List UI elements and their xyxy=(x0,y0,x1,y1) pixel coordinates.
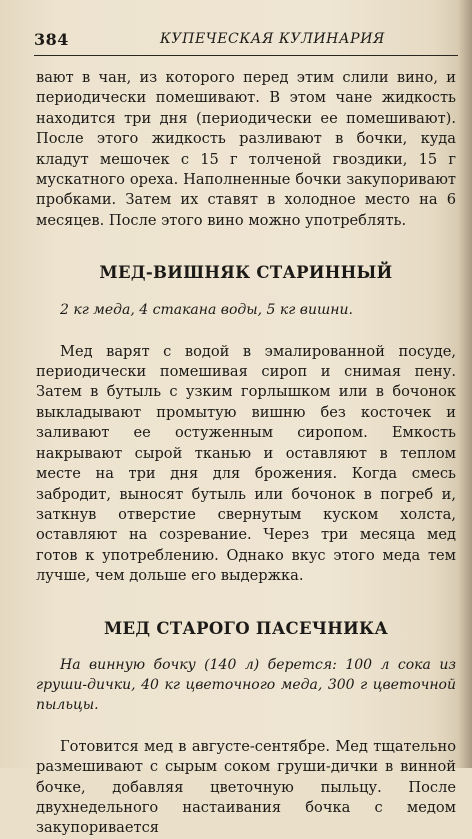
recipe-body-med-vishnyak: Мед варят с водой в эмалированной посуде, периодически помешивая сироп и снимая пену. Затем в бутыль с узким горлышком или в бочонок выкладывают промытую вишню без косточек и заливают ее остуженным сиропом. Емкость накрывают сырой тканью и оставляют в теплом месте на три дня для брожения. Когда смесь забродит, выносят бутыль или бочонок в погреб и, заткнув отверстие свернутым куском холста, оставляют на созревание. Через три месяца мед готов к употреблению. Однако вкус этого меда тем лучше, чем дольше его выдержка. xyxy=(36,342,456,585)
recipe-body-med-pasechnika: Готовится мед в августе-сентябре. Мед тщательно размешивают с сырым соком груши-дички в винной бочке, добавляя цветочную пыльцу. После двухнедельного настаивания бочка с медом закупоривается xyxy=(36,737,456,837)
recipe-ingredients-med-vishnyak: 2 кг меда, 4 стакана воды, 5 кг вишни. xyxy=(60,302,353,319)
recipe-title-med-pasechnika: МЕД СТАРОГО ПАСЕЧНИКА xyxy=(103,618,389,638)
recipe-ingredients-med-pasechnika: На винную бочку (140 л) берется: 100 л сока из груши-дички, 40 кг цветочного меда, 300 г цветочной пыльцы. xyxy=(36,656,456,714)
header-rule xyxy=(34,55,458,56)
page-edge-shadow xyxy=(458,0,472,768)
page-content xyxy=(36,68,456,839)
intro-paragraph: вают в чан, из которого перед этим слили вино, и периодически помешивают. В этом чане жидкость находится три дня (периодически ее помешивают). После этого жидкость разливают в бочки, куда кладут мешочек с 15 г толченой гвоздики, 15 г мускатного ореха. Наполненные бочки закупоривают пробками. Затем их ставят в холодное место на 6 месяцев. После этого вино можно употреблять. xyxy=(36,69,456,229)
running-title: КУПЕЧЕСКАЯ КУЛИНАРИЯ xyxy=(160,31,385,47)
recipe-title-med-vishnyak: МЕД-ВИШНЯК СТАРИННЫЙ xyxy=(99,263,393,283)
page-header xyxy=(34,30,458,54)
page-number: 384 xyxy=(34,30,69,49)
